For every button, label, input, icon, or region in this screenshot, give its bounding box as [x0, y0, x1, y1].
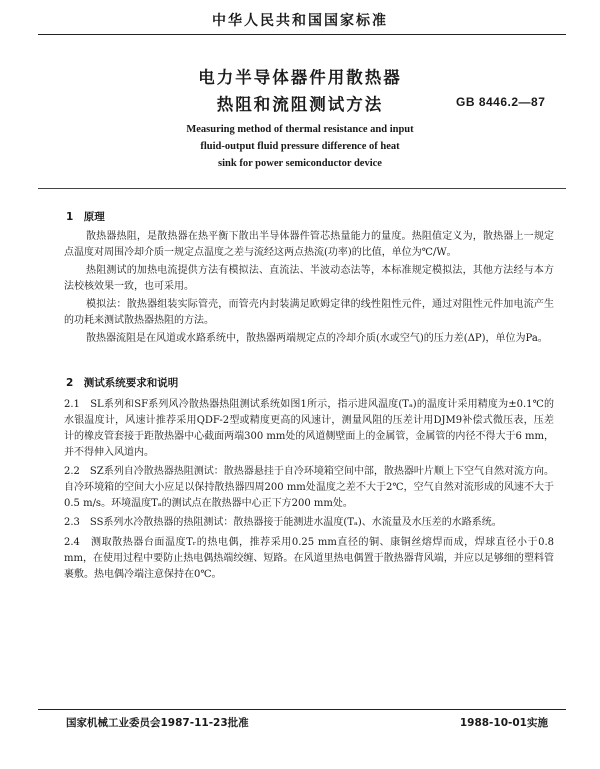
section-1-paragraph-2: 热阻测试的加热电流提供方法有模拟法、直流法、半波动态法等，本标准规定模拟法，其他方法经与本方法校核效果一致，也可采用。	[64, 265, 554, 292]
section-1-paragraph-3: 模拟法：散热器组装实际管壳，而管壳内封装满足欧姆定律的线性阻性元件，通过对阻性元件加电流产生的功耗来测试散热器热阻的方法。	[64, 299, 554, 326]
chinese-title-line1: 电力半导体器件用散热器	[198, 68, 402, 87]
section-2-item-2: 2.2 SZ系列自冷散热器热阻测试：散热器悬挂于自冷环境箱空间中部，散热器叶片顺上下空气自然对流方向。自冷环境箱的空间大小应足以保持散热器四周200 mm处温度之差不大于2℃，空气自然对流形成的风速不大于0.5 m/s。环境温度Tₐ的测试点在散热器中心正下方200 mm处。	[64, 466, 554, 509]
section-2-item-3: 2.3 SS系列水冷散热器的热阻测试：散热器接于能测进水温度(Tₐ)、水流量及水压差的水路系统。	[64, 517, 502, 528]
title-divider	[38, 188, 566, 189]
approval-statement: 国家机械工业委员会1987-11-23批准	[66, 717, 249, 729]
implementation-date: 1988-10-01实施	[459, 717, 548, 729]
english-title-line3: sink for power semiconductor device	[218, 158, 382, 169]
bottom-divider	[38, 709, 566, 710]
top-divider	[38, 34, 566, 35]
english-title-line1: Measuring method of thermal resistance and input	[186, 124, 414, 135]
chinese-title-line2: 热阻和流阻测试方法	[216, 95, 384, 114]
standard-code: GB 8446.2—87	[456, 95, 546, 109]
section-1-heading: 1 原理	[66, 211, 105, 223]
section-2-heading: 2 测试系统要求和说明	[66, 377, 179, 389]
english-title-line2: fluid-output fluid pressure difference of heat	[200, 141, 400, 152]
section-1-paragraph-1: 散热器热阻，是散热器在热平衡下散出半导体器件管芯热量能力的量度。热阻值定义为，散热器上一规定点温度对周围冷却介质一规定点温度之差与流经这两点热流(功率)的比值，单位为℃/W。	[64, 231, 554, 258]
section-2-item-1: 2.1 SL系列和SF系列风冷散热器热阻测试系统如图1所示，指示进风温度(Tₐ)的温度计采用精度为±0.1℃的水银温度计，风速计推荐采用QDF-2型或精度更高的风速计，测量风阻的压差计用DJM9补偿式微压表，压差计的橡皮管套接于距散热器中心截面两端300 mm处的风道侧壁面上的金属管，金属管的内径不得大于6 mm，并不得伸入风道内。	[64, 399, 554, 458]
section-2-item-4: 2.4 测取散热器台面温度Tᵣ的热电偶，推荐采用0.25 mm直径的铜、康铜丝熔焊而成，焊球直径小于0.8 mm，在使用过程中要防止热电偶热端绞缠、短路。在风道里热电偶置于散热器背风端，并应以足够细的塑料管裹敷。热电偶冷端注意保持在0℃。	[64, 537, 554, 580]
section-1-paragraph-4: 散热器流阻是在风道或水路系统中，散热器两端规定点的冷却介质(水或空气)的压力差(ΔP)，单位为Pa。	[86, 333, 548, 344]
national-standard-header: 中华人民共和国国家标准	[212, 13, 388, 29]
